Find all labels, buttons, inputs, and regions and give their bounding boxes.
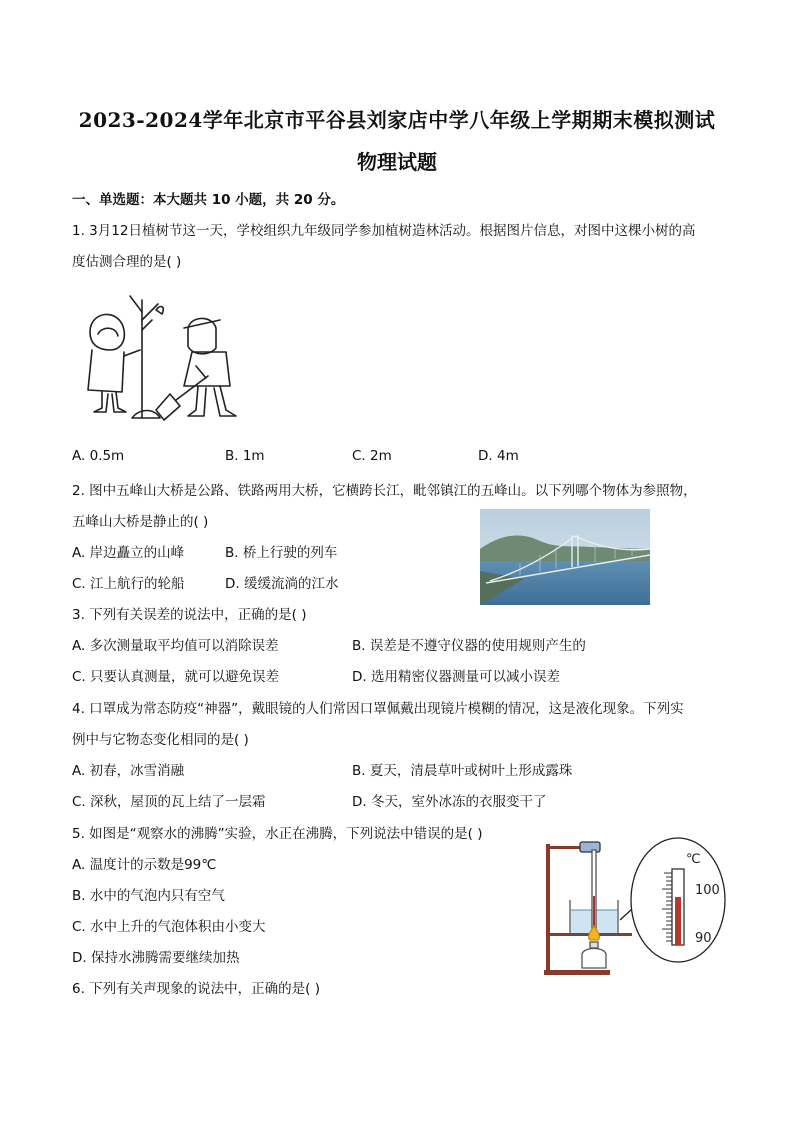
tree-planting-figure [80, 290, 255, 430]
thermometer-label-100: 100 [695, 883, 720, 898]
q4-option-d: D. 冬天，室外冰冻的衣服变干了 [352, 794, 547, 810]
alcohol-lamp [582, 949, 606, 969]
q3-option-a: A. 多次测量取平均值可以消除误差 [72, 638, 279, 654]
exam-subtitle: 物理试题 [357, 150, 437, 174]
q2-option-b: B. 桥上行驶的列车 [225, 545, 338, 561]
q6-stem: 6. 下列有关声现象的说法中，正确的是( ) [72, 981, 320, 997]
girl-hood [90, 314, 124, 350]
q1-option-d: D. 4m [478, 448, 519, 464]
q3-option-b: B. 误差是不遵守仪器的使用规则产生的 [352, 638, 586, 654]
q4-option-b: B. 夏天，清晨草叶或树叶上形成露珠 [352, 763, 573, 779]
stand-rod [546, 844, 550, 972]
thermometer-unit: ℃ [686, 852, 701, 867]
thermometer-liquid-column [675, 897, 681, 945]
section-heading: 一、单选题：本大题共 10 小题，共 20 分。 [72, 192, 345, 208]
q5-stem: 5. 如图是“观察水的沸腾”实验，水正在沸腾，下列说法中错误的是( ) [72, 826, 483, 842]
girl-body [88, 350, 124, 392]
q2-stem-line2: 五峰山大桥是静止的( ) [72, 514, 209, 530]
boy-body [184, 352, 230, 386]
q1-option-c: C. 2m [352, 448, 392, 464]
q5-option-b: B. 水中的气泡内只有空气 [72, 888, 225, 904]
q4-stem-line1: 4. 口罩成为常态防疫“神器”，戴眼镜的人们常因口罩佩戴出现镜片模糊的情况，这是液化现象。下列实 [72, 701, 684, 717]
q3-option-d: D. 选用精密仪器测量可以减小误差 [352, 669, 560, 685]
q2-option-a: A. 岸边矗立的山峰 [72, 545, 185, 561]
q3-option-c: C. 只要认真测量，就可以避免误差 [72, 669, 280, 685]
q1-stem-line2: 度估测合理的是( ) [72, 254, 182, 270]
q5-option-d: D. 保持水沸腾需要继续加热 [72, 950, 240, 966]
q4-option-a: A. 初春，冰雪消融 [72, 763, 185, 779]
boiling-experiment-figure [540, 836, 730, 978]
q1-stem-line1: 1. 3月12日植树节这一天，学校组织九年级同学参加植树造林活动。根据图片信息，对图中这棵小树的高 [72, 223, 696, 239]
q3-stem: 3. 下列有关误差的说法中，正确的是( ) [72, 607, 307, 623]
shovel-handle [176, 376, 208, 400]
q1-option-a: A. 0.5m [72, 448, 125, 464]
q4-option-c: C. 深秋，屋顶的瓦上结了一层霜 [72, 794, 266, 810]
q4-stem-line2: 例中与它物态变化相同的是( ) [72, 732, 249, 748]
q5-option-a: A. 温度计的示数是99℃ [72, 857, 217, 873]
q2-stem-line1: 2. 图中五峰山大桥是公路、铁路两用大桥，它横跨长江，毗邻镇江的五峰山。以下列哪个物体为参照物， [72, 483, 697, 499]
q2-option-c: C. 江上航行的轮船 [72, 576, 185, 592]
stand-base [544, 970, 610, 975]
exam-title: 2023-2024学年北京市平谷县刘家店中学八年级上学期期末模拟测试 [78, 108, 716, 132]
q1-option-b: B. 1m [225, 448, 265, 464]
bridge-photo [480, 509, 650, 605]
q2-option-d: D. 缓缓流淌的江水 [225, 576, 339, 592]
thermometer-label-90: 90 [695, 931, 712, 946]
q5-option-c: C. 水中上升的气泡体积由小变大 [72, 919, 266, 935]
